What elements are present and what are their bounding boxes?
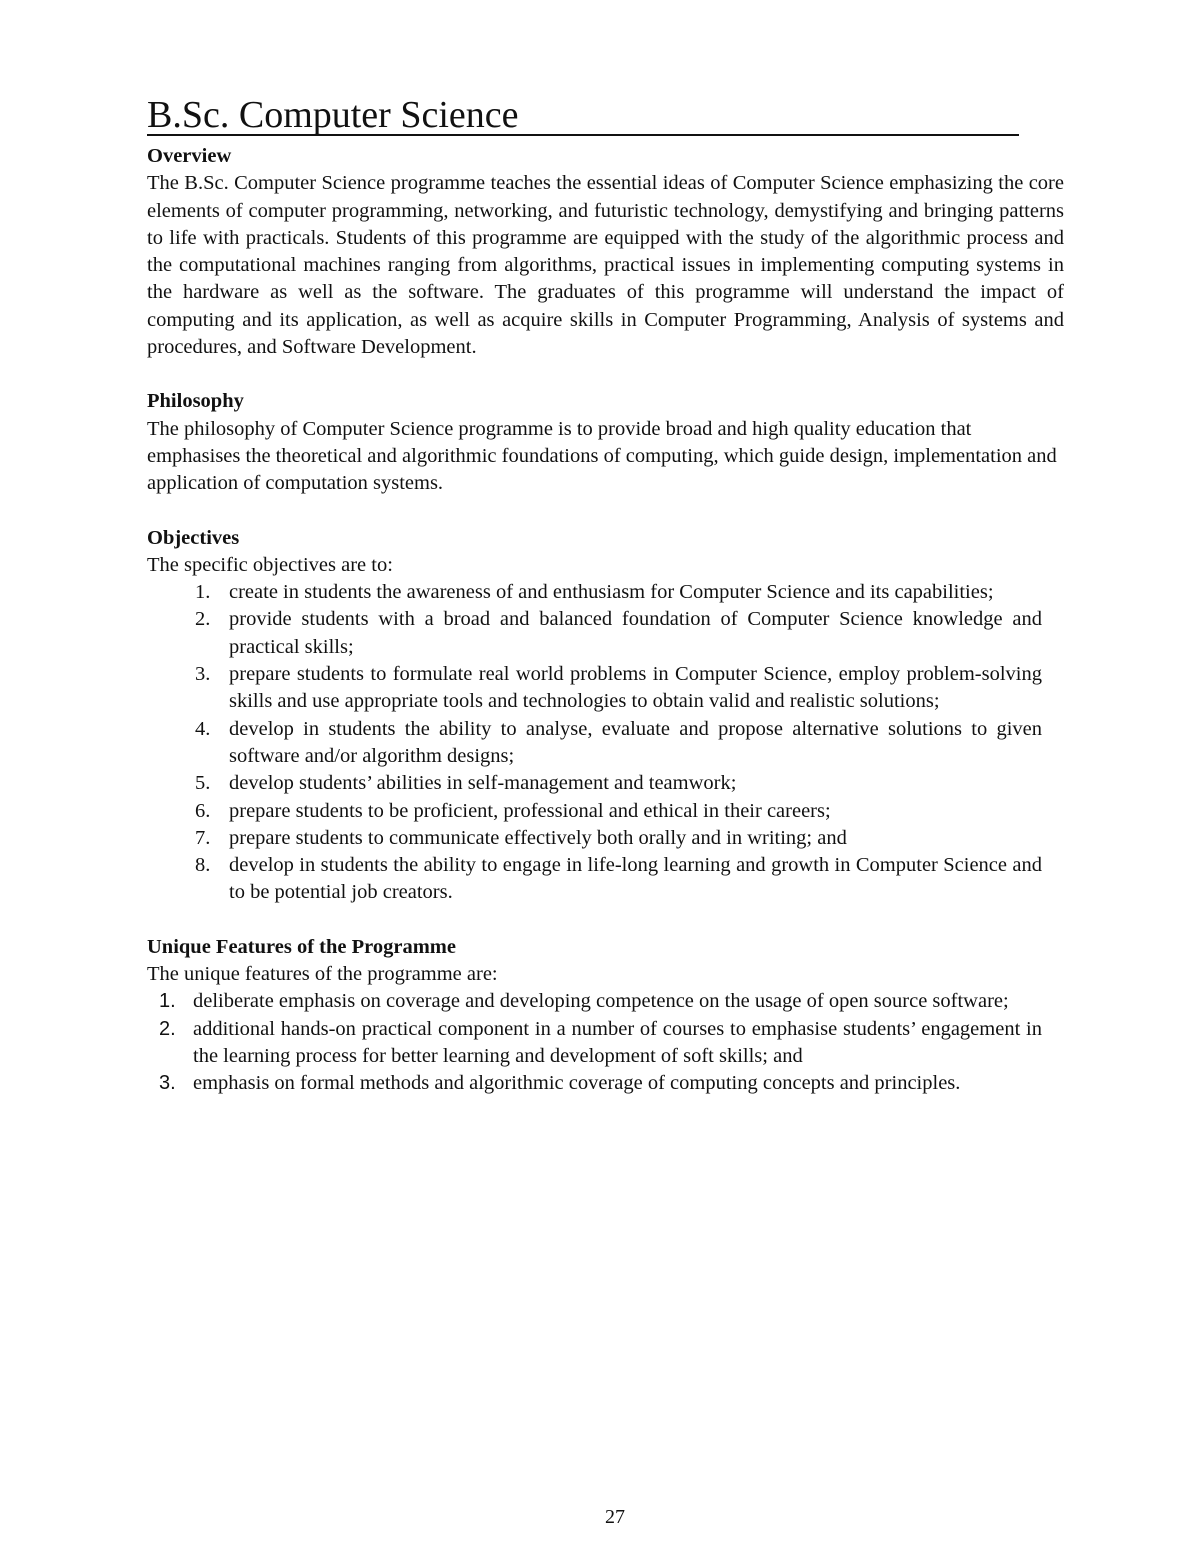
objective-item — [147, 579, 1042, 606]
objective-item — [147, 661, 1042, 716]
document-body — [147, 143, 1064, 1125]
objective-number: 2. — [195, 608, 211, 631]
philosophy-section — [147, 388, 1064, 497]
feature-text: emphasis on formal methods and algorithmic coverage of computing concepts and principles. — [193, 1072, 961, 1095]
feature-number: 1. — [159, 990, 176, 1013]
objective-item — [147, 825, 1042, 852]
page-title: B.Sc. Computer Science — [147, 94, 519, 136]
objective-item — [147, 770, 1042, 797]
objectives-intro: The specific objectives are to: — [147, 553, 393, 576]
objective-item — [147, 798, 1042, 825]
objective-number: 1. — [195, 581, 211, 604]
feature-text: deliberate emphasis on coverage and developing competence on the usage of open source software; — [193, 990, 1009, 1013]
features-section — [147, 934, 1064, 1098]
features-intro: The unique features of the programme are: — [147, 963, 498, 986]
objective-text: prepare students to communicate effectively both orally and in writing; and — [229, 826, 847, 849]
objectives-list — [147, 579, 1064, 907]
objective-item — [147, 606, 1042, 661]
objectives-section — [147, 525, 1064, 907]
philosophy-text: The philosophy of Computer Science programme is to provide broad and high quality education that emphasises the theoretical and algorithmic foundations of computing, which guide design, implementation and application of computation systems. — [147, 417, 1057, 495]
overview-heading: Overview — [147, 145, 232, 167]
title-underline — [147, 96, 1019, 136]
feature-item — [147, 1016, 1042, 1071]
philosophy-heading: Philosophy — [147, 390, 244, 413]
objective-text: develop in students the ability to analyse, evaluate and propose alternative solutions to given software and/or algorithm designs; — [229, 717, 1042, 767]
features-list — [147, 988, 1064, 1097]
objective-number: 3. — [195, 663, 211, 686]
feature-text: additional hands-on practical component in a number of courses to emphasise students’ engagement in the learning process for better learning and development of soft skills; and — [193, 1017, 1042, 1067]
objective-text: prepare students to be proficient, professional and ethical in their careers; — [229, 799, 831, 822]
feature-number: 2. — [159, 1017, 176, 1040]
feature-item — [147, 988, 1042, 1015]
objective-number: 5. — [195, 772, 211, 795]
objective-number: 7. — [195, 826, 211, 849]
objective-text: provide students with a broad and balanced foundation of Computer Science knowledge and practical skills; — [229, 608, 1042, 658]
objectives-heading: Objectives — [147, 526, 240, 549]
objective-number: 6. — [195, 799, 211, 822]
objective-number: 4. — [195, 717, 211, 740]
page-number: 27 — [605, 1506, 625, 1528]
objective-text: develop in students the ability to engage in life-long learning and growth in Computer Science and to be potential job creators. — [229, 854, 1042, 904]
objective-text: develop students’ abilities in self-management and teamwork; — [229, 772, 737, 795]
objective-item — [147, 716, 1042, 771]
overview-section — [147, 143, 1064, 361]
objective-text: create in students the awareness of and enthusiasm for Computer Science and its capabilities; — [229, 581, 994, 604]
feature-item — [147, 1070, 1042, 1097]
objective-number: 8. — [195, 854, 211, 877]
overview-text: The B.Sc. Computer Science programme teaches the essential ideas of Computer Science emphasizing the core elements of computer programming, networking, and futuristic technology, demystifying and bringing patterns to life with practicals. Students of this programme are equipped with the study of the algorithmic process and the computational machines ranging from algorithms, practical issues in implementing computing systems in the hardware as well as the software. The graduates of this programme will understand the impact of computing and its application, as well as acquire skills in Computer Programming, Analysis of systems and procedures, and Software Development. — [147, 172, 1064, 359]
features-heading: Unique Features of the Programme — [147, 935, 456, 958]
objective-item — [147, 852, 1042, 907]
feature-number: 3. — [159, 1072, 176, 1095]
objective-text: prepare students to formulate real world problems in Computer Science, employ problem-solving skills and use appropriate tools and technologies to obtain valid and realistic solutions; — [229, 663, 1042, 713]
